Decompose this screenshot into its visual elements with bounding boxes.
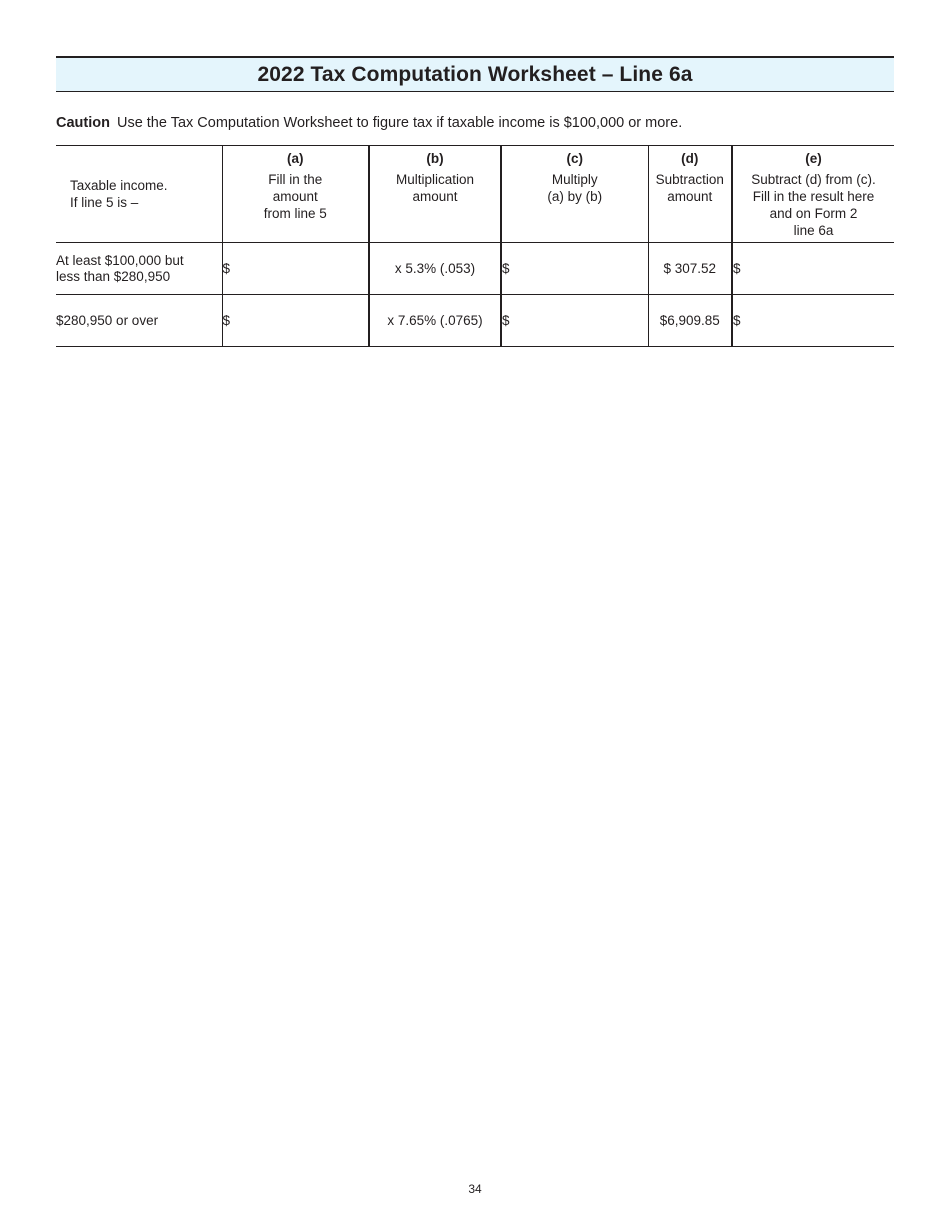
caution-text: Use the Tax Computation Worksheet to figure tax if taxable income is $100,000 or more. xyxy=(116,115,683,131)
column-e-description: Subtract (d) from (c). Fill in the result here and on Form 2 line 6a xyxy=(751,172,876,238)
taxable-income-header xyxy=(56,146,222,243)
tax-computation-table xyxy=(56,145,894,347)
column-b-description: Multiplication amount xyxy=(395,172,475,204)
column-d-description: Subtraction amount xyxy=(655,172,724,204)
page-title: 2022 Tax Computation Worksheet – Line 6a xyxy=(257,62,693,86)
amount-from-line5-field[interactable]: $ xyxy=(222,243,369,295)
column-e-header xyxy=(732,146,894,243)
column-c-description: Multiply (a) by (b) xyxy=(547,172,603,204)
column-b-letter: (b) xyxy=(426,151,444,166)
subtraction-amount-cell: $6,909.85 xyxy=(648,295,732,347)
column-d-header xyxy=(648,146,732,243)
multiply-result-field[interactable]: $ xyxy=(501,295,648,347)
caution-label: Caution xyxy=(56,115,110,131)
table-header-row xyxy=(56,146,894,243)
column-c-letter: (c) xyxy=(566,151,583,166)
subtraction-amount-cell: $ 307.52 xyxy=(648,243,732,295)
column-b-header xyxy=(369,146,501,243)
table-row xyxy=(56,295,894,347)
income-range-cell: $280,950 or over xyxy=(56,295,222,347)
worksheet-title-bar xyxy=(56,56,894,92)
column-c-header xyxy=(501,146,648,243)
line-6a-result-field[interactable]: $ xyxy=(732,295,894,347)
multiply-result-field[interactable]: $ xyxy=(501,243,648,295)
amount-from-line5-field[interactable]: $ xyxy=(222,295,369,347)
column-d-letter: (d) xyxy=(681,151,699,166)
caution-note xyxy=(56,115,682,131)
column-a-description: Fill in the amount from line 5 xyxy=(263,172,327,221)
line-6a-result-field[interactable]: $ xyxy=(732,243,894,295)
page-number: 34 xyxy=(468,1182,482,1196)
column-a-letter: (a) xyxy=(287,151,304,166)
table-row xyxy=(56,243,894,295)
multiplication-amount-cell: x 5.3% (.053) xyxy=(369,243,501,295)
taxable-income-header-text: Taxable income. If line 5 is – xyxy=(70,178,168,210)
income-range-cell: At least $100,000 but less than $280,950 xyxy=(56,243,222,295)
multiplication-amount-cell: x 7.65% (.0765) xyxy=(369,295,501,347)
column-a-header xyxy=(222,146,369,243)
column-e-letter: (e) xyxy=(805,151,822,166)
